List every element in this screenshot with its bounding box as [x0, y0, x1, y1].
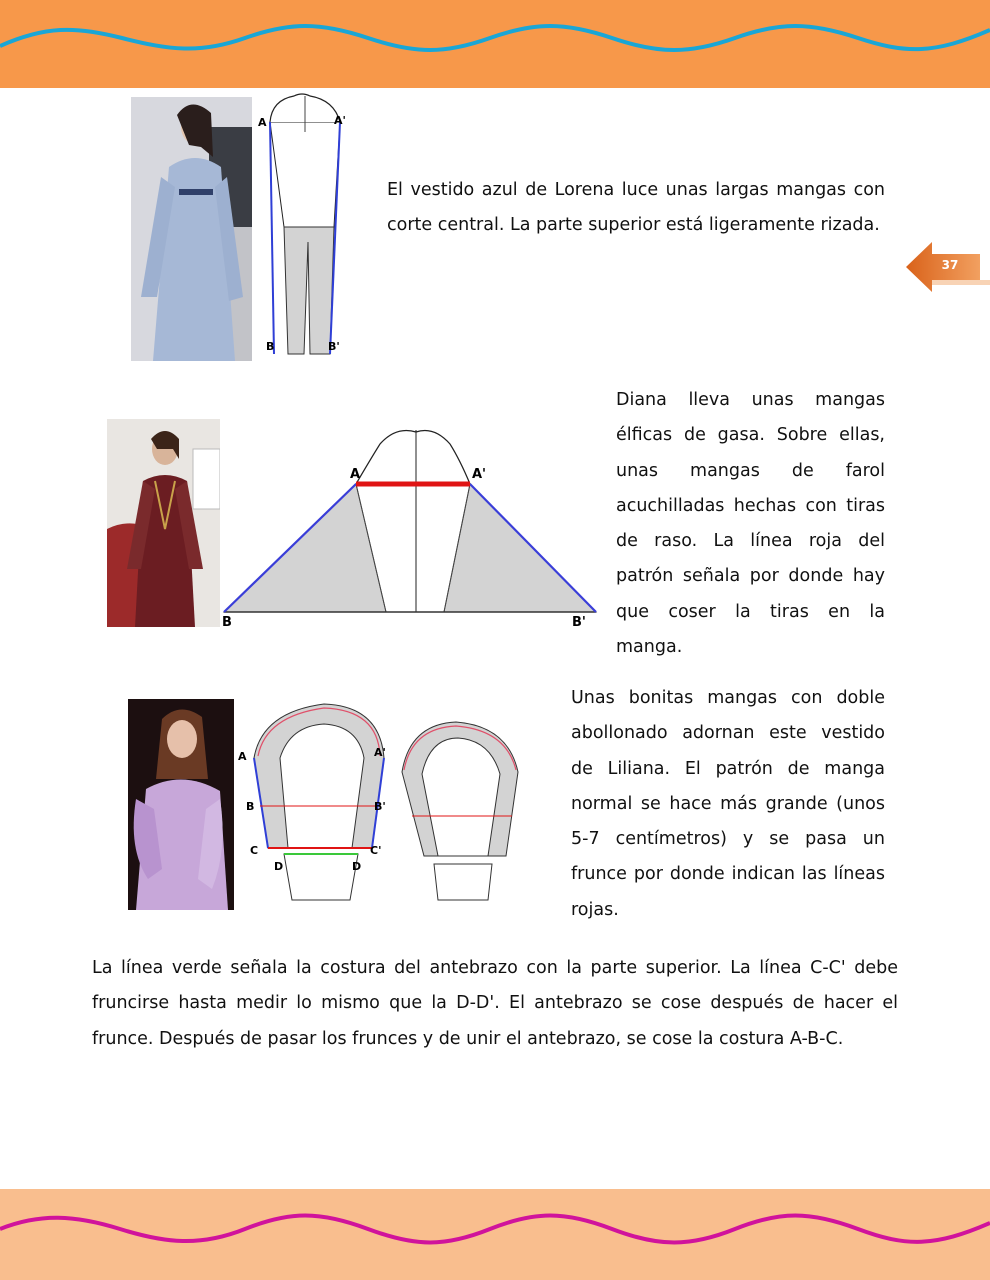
- label-b-prime: B': [328, 340, 340, 353]
- label-c: C: [250, 844, 259, 857]
- label-b-prime: B': [374, 800, 386, 813]
- label-b: B: [222, 615, 232, 630]
- label-b: B: [266, 340, 275, 353]
- page-number: 37: [941, 258, 959, 272]
- closing-text: La línea verde señala la costura del antebrazo con la parte superior. La línea C-C' debe fruncirse hasta medir lo mismo que la D-D'. El antebrazo se cose después de hacer el frunce. Después de pasar los frunces y de unir el antebrazo, se cose la costura A-B-C.: [92, 958, 898, 1049]
- section3-text: Unas bonitas mangas con doble abollonado adornan este vestido de Liliana. El patrón de manga normal se hace más grande (unos 5-7 centímetros) y se pasa un frunce por donde indican las líneas rojas.: [571, 688, 885, 920]
- label-d-right: D: [352, 860, 362, 873]
- header-wave: [0, 8, 990, 68]
- photo-liliana-lilac-dress: [128, 699, 234, 910]
- photo-diana-red-dress: [107, 419, 220, 627]
- label-a: A: [258, 116, 267, 129]
- label-a-prime: A': [334, 114, 346, 127]
- label-a-prime: A': [472, 467, 487, 482]
- label-a: A: [350, 467, 361, 482]
- label-b: B: [246, 800, 255, 813]
- section2-text: Diana lleva unas mangas élficas de gasa. Sobre ellas, unas mangas de farol acuchilladas hechas con tiras de raso. La línea roja del patrón señala por donde hay que coser la tiras en la manga.: [616, 390, 885, 658]
- label-c-prime: C': [370, 844, 382, 857]
- label-a: A: [238, 750, 247, 763]
- label-d: D: [274, 860, 284, 873]
- pattern-diagram-elven-sleeve: [220, 420, 600, 632]
- footer-band: [0, 1189, 990, 1280]
- label-a-prime: A': [374, 746, 386, 759]
- label-b-prime: B': [572, 615, 586, 630]
- footer-wave: [0, 1203, 990, 1263]
- header-band: [0, 0, 990, 88]
- section1-text: El vestido azul de Lorena luce unas largas mangas con corte central. La parte superior está ligeramente rizada.: [387, 180, 885, 236]
- pattern-diagram-long-sleeve: [254, 92, 354, 360]
- pattern-diagram-puffed-sleeve: [234, 698, 534, 910]
- photo-lorena-blue-dress: [131, 97, 252, 361]
